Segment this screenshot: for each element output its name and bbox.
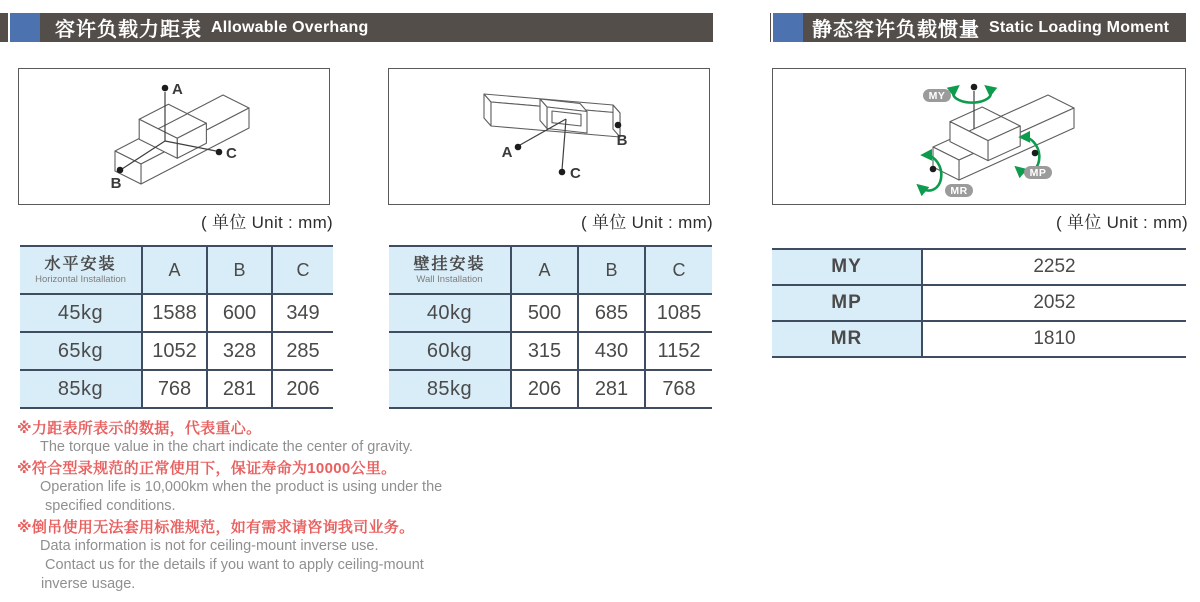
point-b-label: B — [616, 132, 628, 149]
value-cell: 2252 — [922, 249, 1186, 285]
diagram-horizontal-installation — [18, 68, 330, 205]
unit-label: ( 单位 Unit : mm) — [1056, 213, 1188, 232]
col-a-header: A — [142, 246, 207, 294]
table-row — [389, 294, 712, 332]
note-cn: ※倒吊使用无法套用标准规范，如有需求请咨询我司业务。 — [17, 519, 415, 536]
horizontal-installation-drawing — [19, 69, 329, 204]
footnotes — [17, 417, 497, 594]
load-cell: 40kg — [389, 294, 511, 332]
section-title-en: Static Loading Moment — [989, 18, 1170, 36]
value-cell: 315 — [511, 332, 578, 370]
note-en: The torque value in the chart indicate the center of gravity. — [40, 439, 413, 455]
value-cell: 1588 — [142, 294, 207, 332]
note-en: inverse usage. — [41, 576, 136, 592]
value-cell: 768 — [645, 370, 712, 408]
section-title-cn: 容许负载力距表 — [55, 19, 202, 41]
mp-badge-label: MP — [1029, 167, 1047, 179]
value-cell: 285 — [272, 332, 333, 370]
my-badge-label: MY — [928, 90, 946, 102]
load-cell: 60kg — [389, 332, 511, 370]
note-cn: ※符合型录规范的正常使用下，保证寿命为10000公里。 — [17, 460, 397, 477]
static-moment-table — [772, 248, 1186, 358]
table-header-row — [20, 246, 333, 294]
value-cell: 206 — [511, 370, 578, 408]
point-c-label: C — [226, 145, 237, 162]
header-accent-square — [10, 13, 40, 42]
header-cn: 水平安装 — [44, 255, 117, 273]
wall-installation-drawing — [389, 69, 709, 204]
header-accent-square — [773, 13, 803, 42]
note-en: specified conditions. — [45, 498, 176, 514]
load-cell: 65kg — [20, 332, 142, 370]
value-cell: 349 — [272, 294, 333, 332]
point-a-label: A — [501, 144, 513, 161]
section-title-cn: 静态容许负载惯量 — [812, 19, 980, 41]
unit-label: ( 单位 Unit : mm) — [581, 213, 713, 232]
header-en: Horizontal Installation — [35, 273, 126, 285]
value-cell: 685 — [578, 294, 645, 332]
moment-label-cell: MY — [772, 249, 922, 285]
value-cell: 768 — [142, 370, 207, 408]
mr-badge-label: MR — [950, 185, 968, 197]
value-cell: 281 — [207, 370, 272, 408]
col-b-header: B — [207, 246, 272, 294]
point-b-label: B — [110, 175, 122, 192]
value-cell: 430 — [578, 332, 645, 370]
horizontal-installation-table — [20, 245, 333, 409]
table-header-cell — [20, 246, 142, 294]
diagram-static-loading-moment — [772, 68, 1186, 205]
note-en: Data information is not for ceiling-mount inverse use. — [40, 538, 379, 554]
col-c-header: C — [272, 246, 333, 294]
note-en: Contact us for the details if you want to apply ceiling-mount — [45, 557, 424, 573]
load-cell: 45kg — [20, 294, 142, 332]
load-cell: 85kg — [389, 370, 511, 408]
table-header-row — [389, 246, 712, 294]
col-c-header: C — [645, 246, 712, 294]
header-en: Wall Installation — [416, 273, 483, 285]
value-cell: 1810 — [922, 321, 1186, 357]
note-en: Operation life is 10,000km when the product is using under the — [40, 479, 443, 495]
col-b-header: B — [578, 246, 645, 294]
value-cell: 206 — [272, 370, 333, 408]
table-header-cell — [389, 246, 511, 294]
section-header-allowable-overhang — [0, 13, 713, 42]
header-cn: 壁挂安装 — [413, 255, 486, 273]
rotation-arrow-my — [953, 88, 991, 103]
carriage-outline — [540, 99, 587, 133]
table-row — [20, 294, 333, 332]
moment-label-cell: MP — [772, 285, 922, 321]
unit-label: ( 单位 Unit : mm) — [201, 213, 333, 232]
value-cell: 500 — [511, 294, 578, 332]
value-cell: 600 — [207, 294, 272, 332]
table-row — [389, 332, 712, 370]
load-cell: 85kg — [20, 370, 142, 408]
wall-installation-table — [389, 245, 712, 409]
section-header-static-loading-moment — [770, 13, 1186, 42]
value-cell: 2052 — [922, 285, 1186, 321]
table-row — [772, 285, 1186, 321]
value-cell: 281 — [578, 370, 645, 408]
point-a-label: A — [172, 81, 183, 98]
section-title-en: Allowable Overhang — [211, 18, 369, 36]
table-row — [389, 370, 712, 408]
note-cn: ※力距表所表示的数据，代表重心。 — [17, 420, 262, 437]
table-row — [772, 321, 1186, 357]
value-cell: 1085 — [645, 294, 712, 332]
value-cell: 1052 — [142, 332, 207, 370]
table-row — [20, 370, 333, 408]
table-row — [20, 332, 333, 370]
value-cell: 328 — [207, 332, 272, 370]
moment-label-cell: MR — [772, 321, 922, 357]
table-row — [772, 249, 1186, 285]
static-moment-drawing — [773, 69, 1185, 204]
col-a-header: A — [511, 246, 578, 294]
diagram-wall-installation — [388, 68, 710, 205]
value-cell: 1152 — [645, 332, 712, 370]
point-c-label: C — [570, 165, 581, 182]
